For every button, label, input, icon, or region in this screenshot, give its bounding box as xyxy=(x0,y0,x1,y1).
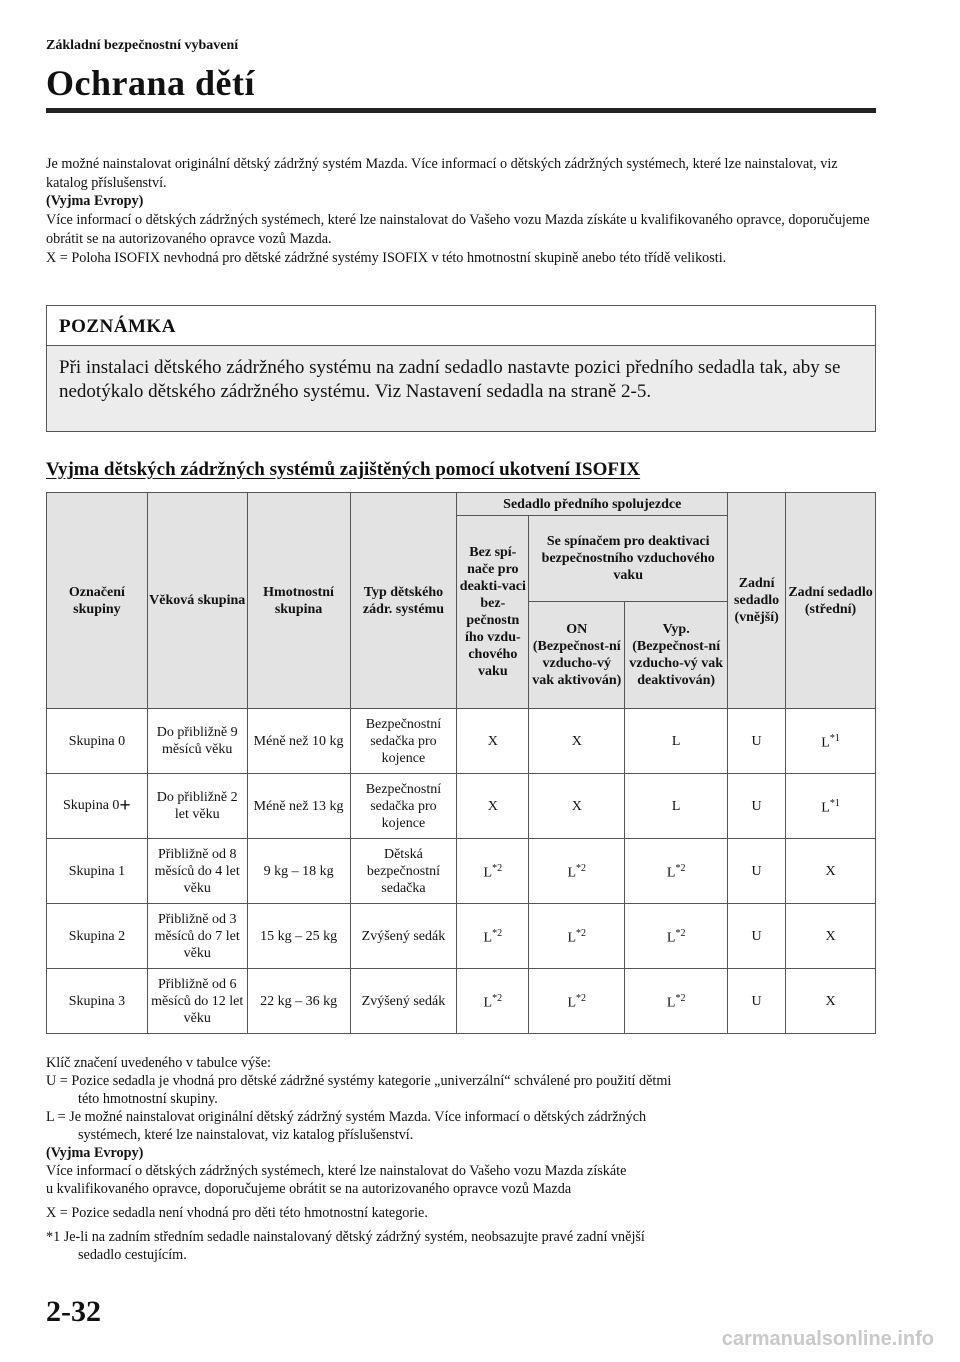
note-box xyxy=(46,305,876,432)
header-weight-group: Hmotnostní skupina xyxy=(247,493,350,709)
cell-weight: 22 kg – 36 kg xyxy=(247,969,350,1034)
cell-on: $L^{*2}$ xyxy=(529,969,625,1034)
cell-no-switch: $L^{*2}$ xyxy=(457,904,529,969)
legend-extra: Více informací o dětských zádržných systémech, které lze nainstalovat do Vašeho vozu Mazda získáte xyxy=(46,1163,627,1179)
cell-rear-outer: U xyxy=(728,969,786,1034)
header-airbag-off: Vyp. (Bezpečnost-ní vzducho-vý vak deaktivován) xyxy=(625,602,728,709)
cell-age: Do přibližně 2 let věku xyxy=(147,774,247,839)
cell-rear-outer: U xyxy=(728,839,786,904)
intro-subheading: (Vyjma Evropy) xyxy=(46,193,144,210)
table-row xyxy=(47,969,876,1034)
cell-rear-center: X xyxy=(786,839,876,904)
footnote-1-cont: sedadlo cestujícím. xyxy=(78,1247,187,1263)
intro-paragraph: Více informací o dětských zádržných systémech, které lze nainstalovat do Vašeho vozu Mazda získáte u kvalifikovaného opravce, doporučujeme obrátit se na autorizovaného opravce vozů Mazda. xyxy=(46,212,870,247)
legend-l-cont: systémech, které lze nainstalovat, viz katalog příslušenství. xyxy=(78,1127,414,1143)
legend-u-cont: této hmotnostní skupiny. xyxy=(78,1091,218,1107)
header-rear-center: Zadní sedadlo (střední) xyxy=(786,493,876,709)
cell-type: Dětská bezpečnostní sedačka xyxy=(350,839,457,904)
cell-no-switch: X xyxy=(457,709,529,774)
cell-rear-outer: U xyxy=(728,709,786,774)
cell-off: L xyxy=(625,774,728,839)
cell-on: X xyxy=(529,774,625,839)
cell-age: Přibližně od 6 měsíců do 12 let věku xyxy=(147,969,247,1034)
legend-x: X = Pozice sedadla není vhodná pro děti této hmotnostní kategorie. xyxy=(46,1205,428,1221)
cell-on: $L^{*2}$ xyxy=(529,904,625,969)
intro-text xyxy=(46,155,876,267)
cell-group: Skupina 2 xyxy=(68,928,126,944)
intro-paragraph: X = Poloha ISOFIX nevhodná pro dětské zádržné systémy ISOFIX v této hmotnostní skupině anebo této třídě velikosti. xyxy=(46,249,727,266)
table-row xyxy=(47,709,876,774)
cell-type: Zvýšený sedák xyxy=(350,904,457,969)
cell-group: Skupina 0 xyxy=(63,798,120,814)
header-group-mark: Označení skupiny xyxy=(47,493,148,709)
cell-weight: 15 kg – 25 kg xyxy=(247,904,350,969)
legend-title: Klíč značení uvedeného v tabulce výše: xyxy=(46,1055,271,1071)
cell-rear-center: X xyxy=(786,904,876,969)
cell-no-switch: $L^{*2}$ xyxy=(457,969,529,1034)
cell-on: X xyxy=(529,709,625,774)
cell-no-switch: X xyxy=(457,774,529,839)
table-row xyxy=(47,839,876,904)
cell-off: L xyxy=(625,709,728,774)
watermark: carmanualsonline.info xyxy=(721,1328,934,1350)
legend xyxy=(46,1054,876,1264)
header-rear-outer: Zadní sedadlo (vnější) xyxy=(728,493,786,709)
header-age-group: Věková skupina xyxy=(147,493,247,709)
cell-on: $L^{*2}$ xyxy=(529,839,625,904)
cell-group: Skupina 1 xyxy=(68,863,126,879)
cell-weight: Méně než 10 kg xyxy=(247,709,350,774)
note-heading: POZNÁMKA xyxy=(47,306,875,346)
header-front-passenger: Sedadlo předního spolujezdce xyxy=(457,493,728,516)
cell-weight: Méně než 13 kg xyxy=(247,774,350,839)
cell-type: Zvýšený sedák xyxy=(350,969,457,1034)
page-title: Ochrana dětí xyxy=(46,63,255,103)
table-row xyxy=(47,774,876,839)
cell-age: Přibližně od 8 měsíců do 4 let věku xyxy=(147,839,247,904)
legend-subheading: (Vyjma Evropy) xyxy=(46,1145,144,1161)
cell-off: $L^{*2}$ xyxy=(625,904,728,969)
footnote-1: *1 Je-li na zadním středním sedadle nainstalovaný dětský zádržný systém, neobsazujte pravé zadní vnější xyxy=(46,1229,645,1245)
cell-type: Bezpečnostní sedačka pro kojence xyxy=(350,774,457,839)
cell-group: Skupina 0 xyxy=(68,733,126,749)
cell-rear-center: $L^{*1}$ xyxy=(786,709,876,774)
cell-rear-center: $L^{*1}$ xyxy=(786,774,876,839)
section-heading: Vyjma dětských zádržných systémů zajištěných pomocí ukotvení ISOFIX xyxy=(46,459,641,480)
isofix-table xyxy=(46,492,876,1034)
table-row xyxy=(47,904,876,969)
section-label: Základní bezpečnostní vybavení xyxy=(46,38,239,53)
header-with-switch: Se spínačem pro deaktivaci bezpečnostního vzduchového vaku xyxy=(529,516,728,602)
intro-paragraph: Je možné nainstalovat originální dětský zádržný systém Mazda. Více informací o dětských zádržných systémech, které lze nainstalovat, viz katalog příslušenství. xyxy=(46,156,838,191)
cell-age: Do přibližně 9 měsíců věku xyxy=(147,709,247,774)
legend-l: L = Je možné nainstalovat originální dětský zádržný systém Mazda. Více informací o dětských zádržných xyxy=(46,1109,647,1125)
cell-rear-center: X xyxy=(786,969,876,1034)
header-seat-type: Typ dětského zádr. systému xyxy=(350,493,457,709)
legend-u: U = Pozice sedadla je vhodná pro dětské zádržné systémy kategorie „univerzální“ schválené pro použití dětmi xyxy=(46,1073,672,1089)
header-airbag-on: ON (Bezpečnost-ní vzducho-vý vak aktivován) xyxy=(529,602,625,709)
cell-rear-outer: U xyxy=(728,904,786,969)
cell-rear-outer: U xyxy=(728,774,786,839)
note-text: Při instalaci dětského zádržného systému na zadní sedadlo nastavte pozici předního sedadla tak, aby se nedotýkalo dětského zádržného systému. Viz Nastavení sedadla na straně 2-5. xyxy=(47,346,875,431)
cell-type: Bezpečnostní sedačka pro kojence xyxy=(350,709,457,774)
header-no-switch: Bez spí-nače pro deakti-vaci bez-pečnostn ího vzdu-chového vaku xyxy=(457,516,529,709)
title-rule xyxy=(46,108,876,113)
cell-off: $L^{*2}$ xyxy=(625,969,728,1034)
cell-off: $L^{*2}$ xyxy=(625,839,728,904)
page-number: 2-32 xyxy=(46,1295,101,1328)
plus-icon: + xyxy=(119,794,131,817)
cell-group: Skupina 3 xyxy=(68,993,126,1009)
cell-age: Přibližně od 3 měsíců do 7 let věku xyxy=(147,904,247,969)
legend-extra-cont: u kvalifikovaného opravce, doporučujeme obrátit se na autorizovaného opravce vozů Mazda xyxy=(46,1181,572,1197)
cell-weight: 9 kg – 18 kg xyxy=(247,839,350,904)
cell-no-switch: $L^{*2}$ xyxy=(457,839,529,904)
